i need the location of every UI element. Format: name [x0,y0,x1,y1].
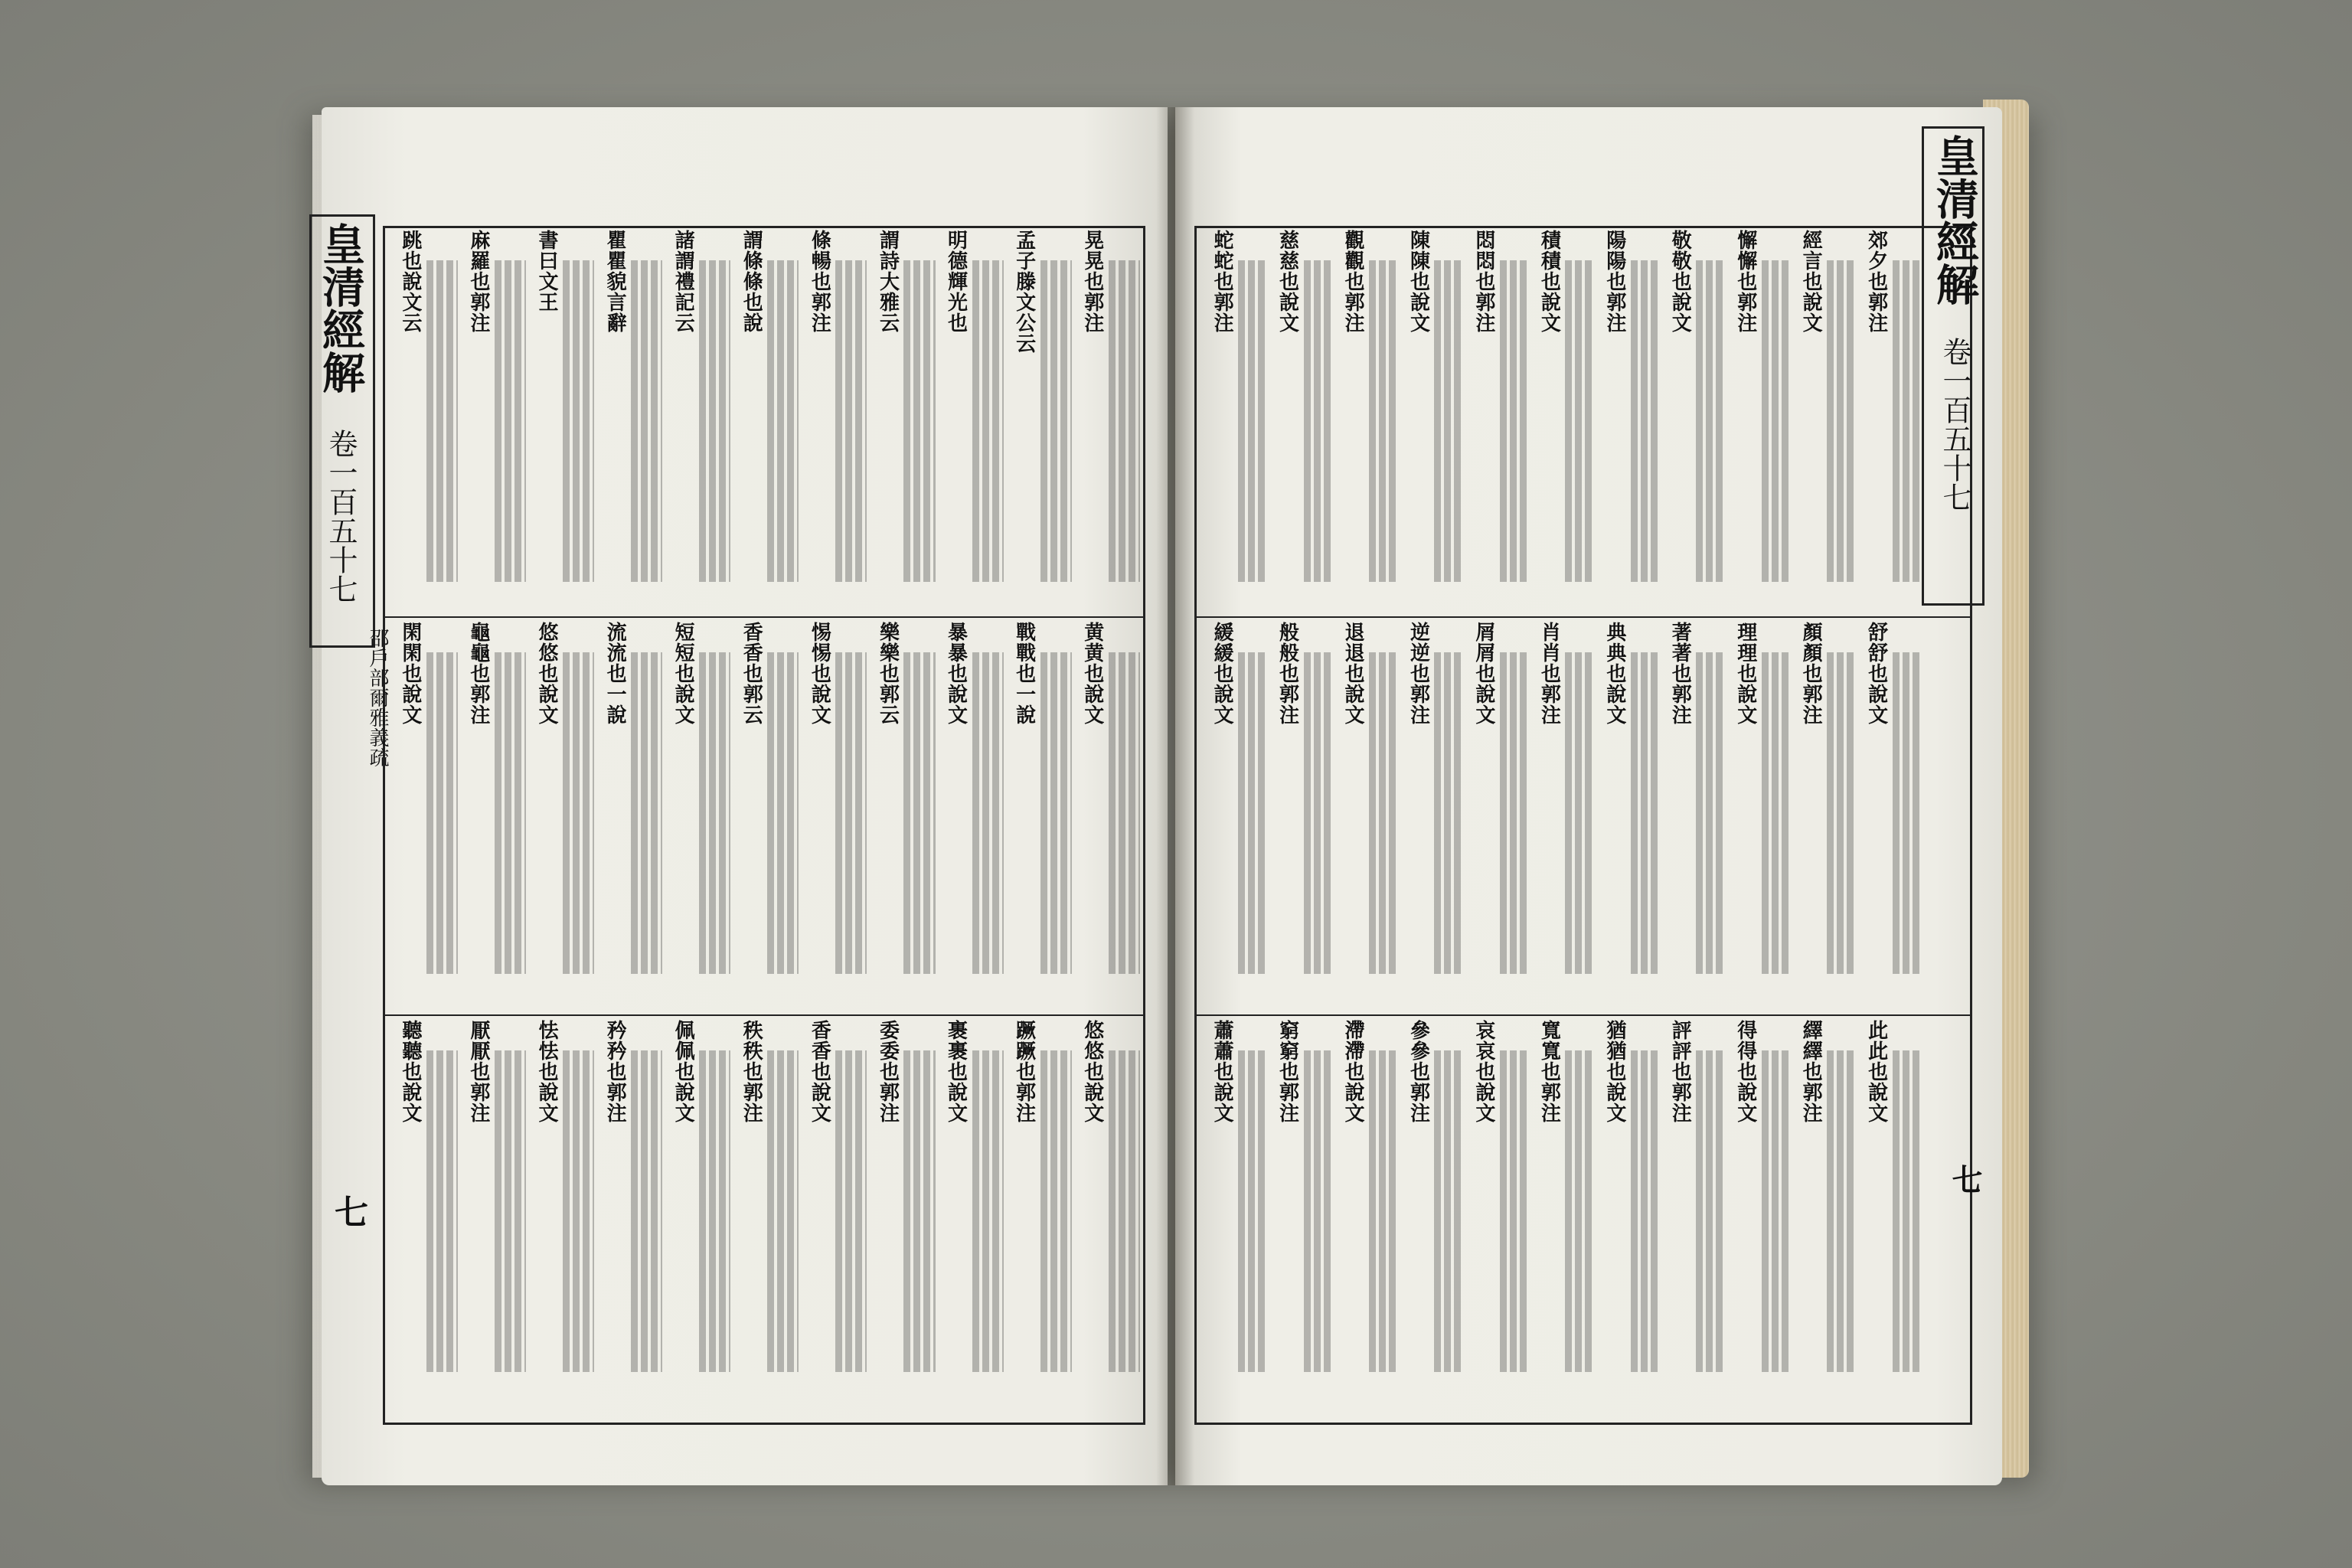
left-band-divider-2 [383,1014,1143,1016]
right-band-0-heading-0: 郊夕也郭注 [1864,230,1888,333]
left-band-divider-1 [383,616,1143,618]
right-band-1-heading-9: 般般也郭注 [1276,622,1299,725]
left-band-1-commentary-9 [495,652,526,974]
left-band-1-heading-0: 黄黄也說文 [1080,622,1104,725]
left-band-2-commentary-1 [1040,1050,1072,1372]
left-band-0-heading-6: 諸謂禮記云 [671,230,695,333]
left-spine-volume: 卷一百五十七 [324,429,358,603]
right-spine-title: 皇清經解 [1929,134,1980,305]
left-band-2-heading-3: 委委也郭注 [876,1020,900,1123]
left-band-2-heading-8: 怯怯也說文 [535,1020,558,1123]
right-band-2-commentary-4 [1631,1050,1659,1372]
left-band-1-heading-3: 樂樂也郭云 [876,622,900,725]
right-band-1-commentary-6 [1500,652,1528,974]
left-band-1-heading-8: 悠悠也說文 [535,622,558,725]
right-band-2-commentary-7 [1434,1050,1462,1372]
right-band-0-commentary-8 [1369,260,1397,582]
book-gutter [1156,107,1194,1485]
left-band-1-commentary-8 [563,652,594,974]
right-band-0-commentary-3 [1696,260,1724,582]
left-band-0-commentary-6 [699,260,730,582]
left-band-0-commentary-1 [1040,260,1072,582]
left-band-bottom [387,1020,1137,1416]
right-band-0-commentary-10 [1238,260,1266,582]
left-band-1-heading-1: 戰戰也一說 [1012,622,1036,725]
left-page-number: 七 [328,1194,368,1228]
right-band-2-heading-2: 得得也說文 [1733,1020,1757,1123]
left-band-0-heading-4: 條暢也郭注 [808,230,831,333]
right-band-2-heading-5: 寬寬也郭注 [1537,1020,1561,1123]
right-band-1-heading-7: 逆逆也郭注 [1406,622,1430,725]
right-band-2-heading-10: 蕭蕭也說文 [1210,1020,1234,1123]
left-band-0-commentary-2 [972,260,1004,582]
left-band-1-heading-6: 短短也說文 [671,622,695,725]
left-band-1-commentary-6 [699,652,730,974]
left-band-2-commentary-6 [699,1050,730,1372]
right-band-1-commentary-0 [1893,652,1921,974]
right-band-2-commentary-10 [1238,1050,1266,1372]
left-band-2-heading-2: 裹裹也說文 [944,1020,968,1123]
right-band-0-commentary-6 [1500,260,1528,582]
right-band-0-heading-9: 慈慈也說文 [1276,230,1299,333]
right-band-0-commentary-0 [1893,260,1921,582]
right-band-0-heading-4: 陽陽也郭注 [1602,230,1626,333]
left-band-2-heading-5: 秩秩也郭注 [740,1020,763,1123]
left-band-0-heading-2: 明德輝光也 [944,230,968,333]
left-band-0-heading-5: 謂條條也說 [740,230,763,333]
left-band-0-heading-7: 瞿瞿貌言辭 [603,230,627,333]
right-band-1-commentary-10 [1238,652,1266,974]
left-band-2-commentary-8 [563,1050,594,1372]
right-band-1-heading-8: 退退也說文 [1341,622,1364,725]
right-band-2-commentary-6 [1500,1050,1528,1372]
left-band-1-commentary-10 [426,652,458,974]
right-band-2-commentary-0 [1893,1050,1921,1372]
left-band-2-commentary-5 [767,1050,799,1372]
right-band-1-heading-2: 理理也說文 [1733,622,1757,725]
left-band-0-commentary-10 [426,260,458,582]
left-band-1-commentary-7 [631,652,662,974]
right-band-1-heading-3: 著著也郭注 [1668,622,1692,725]
left-band-0-commentary-4 [835,260,867,582]
right-band-0-heading-3: 敬敬也說文 [1668,230,1692,333]
right-band-0-heading-10: 蛇蛇也郭注 [1210,230,1234,333]
left-band-0-heading-3: 謂詩大雅云 [876,230,900,333]
right-band-2-heading-3: 評評也郭注 [1668,1020,1692,1123]
left-band-1-commentary-1 [1040,652,1072,974]
left-band-0-commentary-5 [767,260,799,582]
right-band-middle [1199,622,1919,1011]
right-band-0-commentary-7 [1434,260,1462,582]
right-band-2-commentary-9 [1304,1050,1332,1372]
left-band-2-heading-6: 佩佩也說文 [671,1020,695,1123]
right-band-1-commentary-7 [1434,652,1462,974]
left-band-0-heading-1: 孟子滕文公云 [1012,230,1036,354]
right-band-0-commentary-9 [1304,260,1332,582]
right-band-1-commentary-3 [1696,652,1724,974]
right-band-1-heading-6: 屑屑也說文 [1472,622,1495,725]
left-band-0-commentary-7 [631,260,662,582]
left-band-1-heading-2: 暴暴也說文 [944,622,968,725]
left-band-1-heading-9: 龜龜也郭注 [466,622,490,725]
left-band-0-commentary-3 [903,260,935,582]
left-band-2-commentary-7 [631,1050,662,1372]
left-band-2-heading-7: 矜矜也郭注 [603,1020,627,1123]
left-band-2-commentary-4 [835,1050,867,1372]
left-band-0-heading-10: 跳也說文云 [398,230,422,333]
left-band-0-commentary-0 [1109,260,1140,582]
right-band-1-heading-0: 舒舒也說文 [1864,622,1888,725]
right-band-2-commentary-1 [1827,1050,1855,1372]
left-band-1-commentary-3 [903,652,935,974]
left-band-1-commentary-4 [835,652,867,974]
right-spine-volume: 卷一百五十七 [1938,337,1971,511]
right-band-2-commentary-5 [1565,1050,1593,1372]
right-band-2-heading-1: 繹繹也郭注 [1799,1020,1823,1123]
left-band-0-heading-0: 晃晃也郭注 [1080,230,1104,333]
right-band-2-commentary-3 [1696,1050,1724,1372]
right-band-2-commentary-2 [1762,1050,1790,1372]
left-band-1-commentary-0 [1109,652,1140,974]
right-band-0-commentary-5 [1565,260,1593,582]
right-band-0-commentary-2 [1762,260,1790,582]
right-band-1-heading-5: 肖肖也郭注 [1537,622,1561,725]
right-band-1-heading-10: 緩緩也說文 [1210,622,1234,725]
right-band-bottom [1199,1020,1919,1416]
left-band-1-heading-4: 惕惕也說文 [808,622,831,725]
right-band-0-heading-5: 積積也說文 [1537,230,1561,333]
right-band-0-heading-7: 陳陳也說文 [1406,230,1430,333]
right-band-0-heading-2: 懈懈也郭注 [1733,230,1757,333]
right-band-1-heading-1: 顏顏也郭注 [1799,622,1823,725]
right-band-1-commentary-1 [1827,652,1855,974]
left-spine-title: 皇清經解 [315,222,366,394]
right-page-number: 七 [1947,1164,1983,1194]
left-band-2-heading-4: 香香也說文 [808,1020,831,1123]
left-band-2-heading-10: 聽聽也說文 [398,1020,422,1123]
right-band-2-heading-7: 參參也郭注 [1406,1020,1430,1123]
right-band-2-heading-0: 此此也說文 [1864,1020,1888,1123]
left-band-1-heading-10: 閑閑也說文 [398,622,422,725]
right-band-1-commentary-8 [1369,652,1397,974]
left-band-2-heading-1: 蹶蹶也郭注 [1012,1020,1036,1123]
left-band-top [387,230,1137,612]
left-band-1-commentary-2 [972,652,1004,974]
left-band-1-heading-5: 香香也郭云 [740,622,763,725]
right-band-divider-2 [1194,1014,1970,1016]
right-band-2-heading-6: 哀哀也說文 [1472,1020,1495,1123]
left-band-2-commentary-2 [972,1050,1004,1372]
left-spine-section: 邵戶部爾雅義疏 [366,628,389,767]
left-band-2-commentary-3 [903,1050,935,1372]
right-band-1-commentary-5 [1565,652,1593,974]
left-band-0-commentary-8 [563,260,594,582]
right-band-2-heading-8: 滯滯也說文 [1341,1020,1364,1123]
right-band-1-commentary-2 [1762,652,1790,974]
right-band-0-commentary-1 [1827,260,1855,582]
right-band-0-heading-8: 觀觀也郭注 [1341,230,1364,333]
left-band-middle [387,622,1137,1011]
right-band-0-heading-1: 經言也說文 [1799,230,1823,333]
left-band-2-commentary-9 [495,1050,526,1372]
left-band-2-heading-0: 悠悠也說文 [1080,1020,1104,1123]
right-band-1-commentary-4 [1631,652,1659,974]
left-band-0-heading-9: 麻羅也郭注 [466,230,490,333]
left-band-2-heading-9: 厭厭也郭注 [466,1020,490,1123]
right-band-2-commentary-8 [1369,1050,1397,1372]
right-band-0-commentary-4 [1631,260,1659,582]
right-band-2-heading-9: 窮窮也郭注 [1276,1020,1299,1123]
right-band-divider-1 [1194,616,1970,618]
left-band-0-commentary-9 [495,260,526,582]
left-band-2-commentary-0 [1109,1050,1140,1372]
right-band-0-heading-6: 悶悶也郭注 [1472,230,1495,333]
left-band-0-heading-8: 書曰文王 [535,230,558,312]
left-band-2-commentary-10 [426,1050,458,1372]
right-band-1-heading-4: 典典也說文 [1602,622,1626,725]
left-band-1-commentary-5 [767,652,799,974]
right-band-top [1199,230,1919,612]
right-band-1-commentary-9 [1304,652,1332,974]
right-band-2-heading-4: 猶猶也說文 [1602,1020,1626,1123]
left-band-1-heading-7: 流流也一說 [603,622,627,725]
